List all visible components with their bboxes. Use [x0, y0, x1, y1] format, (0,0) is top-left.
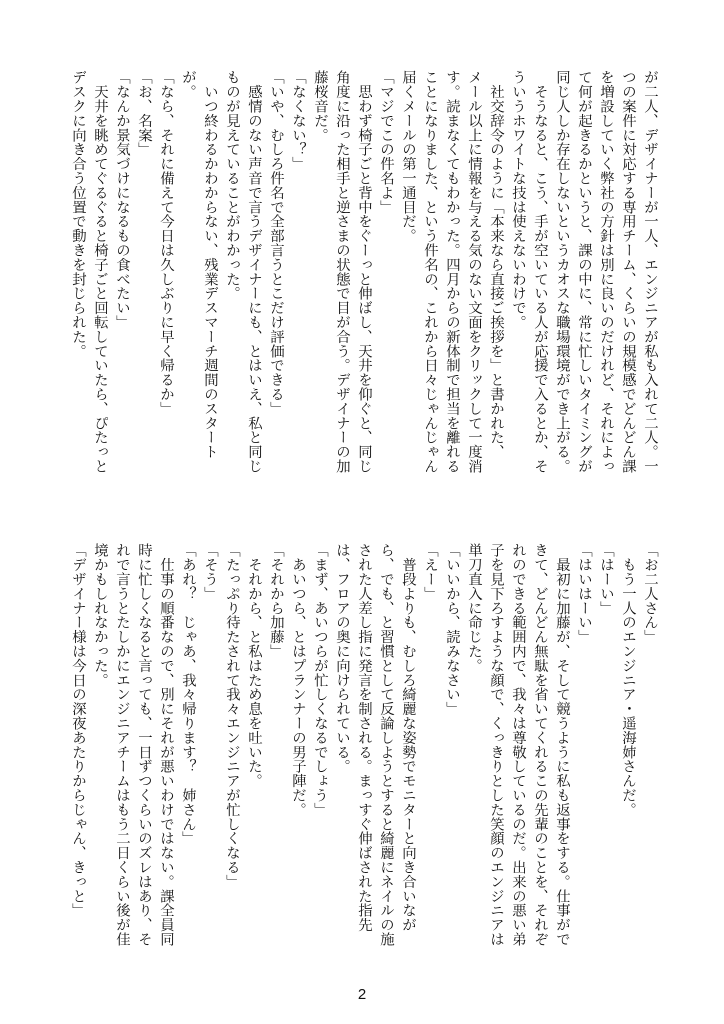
text-column: 「それから加藤」 [268, 543, 284, 659]
text-block-top [67, 70, 661, 478]
text-column: デスクに向き合う位置で動きを封じられた。 [70, 70, 86, 358]
text-column: が。 [180, 70, 196, 99]
text-column: いつ終わるかわからない、残業デスマーチ週間のスタート [202, 70, 218, 459]
text-column: 子を見下ろすような顔で、くっきりとした笑顔のエンジニアは [488, 543, 504, 947]
text-column: 角度に沿った相手と逆さまの状態で目が合う。デザイナーの加 [334, 70, 350, 474]
text-column: そうなると、こう、手が空いている人が応援で入るとか、そ [532, 70, 548, 474]
text-column: 「デザイナー様は今日の深夜あたりからじゃん、きっと」 [70, 543, 86, 918]
text-column: 「たっぷり待たされて我々エンジニアが忙しくなる」 [224, 543, 240, 889]
text-column: 「はーい」 [598, 543, 614, 615]
text-column: 「まず、あいつらが忙しくなるでしょう」 [312, 543, 328, 817]
text-column: それから、と私はため息を吐いた。 [246, 543, 262, 788]
text-block-bottom [67, 543, 661, 951]
text-column: つの案件に対応する専用チーム、くらいの規模感でどんどん課 [620, 70, 636, 474]
text-column: 社交辞令のように「本来なら直接ご挨拶を」と書かれた、 [488, 70, 504, 459]
text-column: 普段よりも、むしろ綺麗な姿勢でモニターと向き合いなが [400, 543, 416, 932]
text-column: 同じ人しか存在しないというカオスな職場環境ができ上がる。 [554, 70, 570, 474]
text-column: 時に忙しくなると言っても、一日ずつくらいのズレはあり、そ [136, 543, 152, 947]
text-column: 「なんか景気づけになるもの食べたい」 [114, 70, 130, 330]
text-column: 「あれ？ じゃあ、我々帰ります？ 姉さん」 [180, 543, 196, 846]
text-column: 境かもしれなかった。 [92, 543, 108, 687]
text-column: れで言うとたしかにエンジニアチームはもう二日くらい後が佳 [114, 543, 130, 947]
page-number: 2 [357, 986, 367, 1003]
text-column: ものが見えていることがわかった。 [224, 70, 240, 301]
text-column: 「マジでこの件名よ」 [378, 70, 394, 214]
text-column: 「そう」 [202, 543, 218, 601]
text-column: あいつら、とはプランナーの男子陣だ。 [290, 543, 306, 817]
text-column: ら、でも、と習慣として反論しようとすると綺麗にネイルの施 [378, 543, 394, 947]
text-column: メール以上に情報を与える気のない文面をクリックして一度消 [466, 70, 482, 474]
text-column: は、フロアの奥に向けられている。 [334, 543, 350, 774]
text-column: す。読まなくてもわかった。四月からの新体制で担当を離れる [444, 70, 460, 474]
text-column: ういうホワイトな技は使えないわけで。 [510, 70, 526, 330]
text-column: ことになりました、という件名の、これから日々じゃんじゃん [422, 70, 438, 474]
text-column: 最初に加藤が、そして競うように私も返事をする。仕事がで [554, 543, 570, 947]
text-column: きて、どんどん無駄を省いてくれるこの先輩のことを、それぞ [532, 543, 548, 947]
text-column: 単刀直入に命じた。 [466, 543, 482, 673]
text-column: 感情のない声音で言うデザイナーにも、とはいえ、私と同じ [246, 70, 262, 474]
text-column: 「なら、それに備えて今日は久しぶりに早く帰るか」 [158, 70, 174, 416]
text-column: 「なくない？」 [290, 70, 306, 171]
text-column: 「はいはーい」 [576, 543, 592, 644]
text-column: 思わず椅子ごと背中をぐーっと伸ばし、天井を仰ぐと、同じ [356, 70, 372, 474]
text-column: された人差し指に発言を制される。まっすぐ伸ばされた指先 [356, 543, 372, 932]
text-column: 仕事の順番なので、別にそれが悪いわけではない。課全員同 [158, 543, 174, 947]
text-column: 藤桜音だ。 [312, 70, 328, 142]
text-column: れのできる範囲内で、我々は尊敬しているのだ。出来の悪い弟 [510, 543, 526, 947]
text-column: 「いいから、読みなさい」 [444, 543, 460, 716]
text-column: 「えー」 [422, 543, 438, 601]
text-column: 「いや、むしろ件名で全部言うとこだけ評価できる」 [268, 70, 284, 416]
text-column: 天井を眺めてぐるぐると椅子ごと回転していたら、ぴたっと [92, 70, 108, 474]
text-column: を増設していく弊社の方針は別に良いのだけれど、それによっ [598, 70, 614, 474]
text-column: もう一人のエンジニア・遥海姉さんだ。 [620, 543, 636, 817]
text-column: 届くメールの第一通目だ。 [400, 70, 416, 243]
text-column: 「お、名案」 [136, 70, 152, 157]
text-column: 「お二人さん」 [642, 543, 658, 644]
text-column: て何が起きるかというと、課の中に、常に忙しいタイミングが [576, 70, 592, 474]
text-column: が二人、デザイナーが一人、エンジニアが私も入れて二人。一 [642, 70, 658, 474]
